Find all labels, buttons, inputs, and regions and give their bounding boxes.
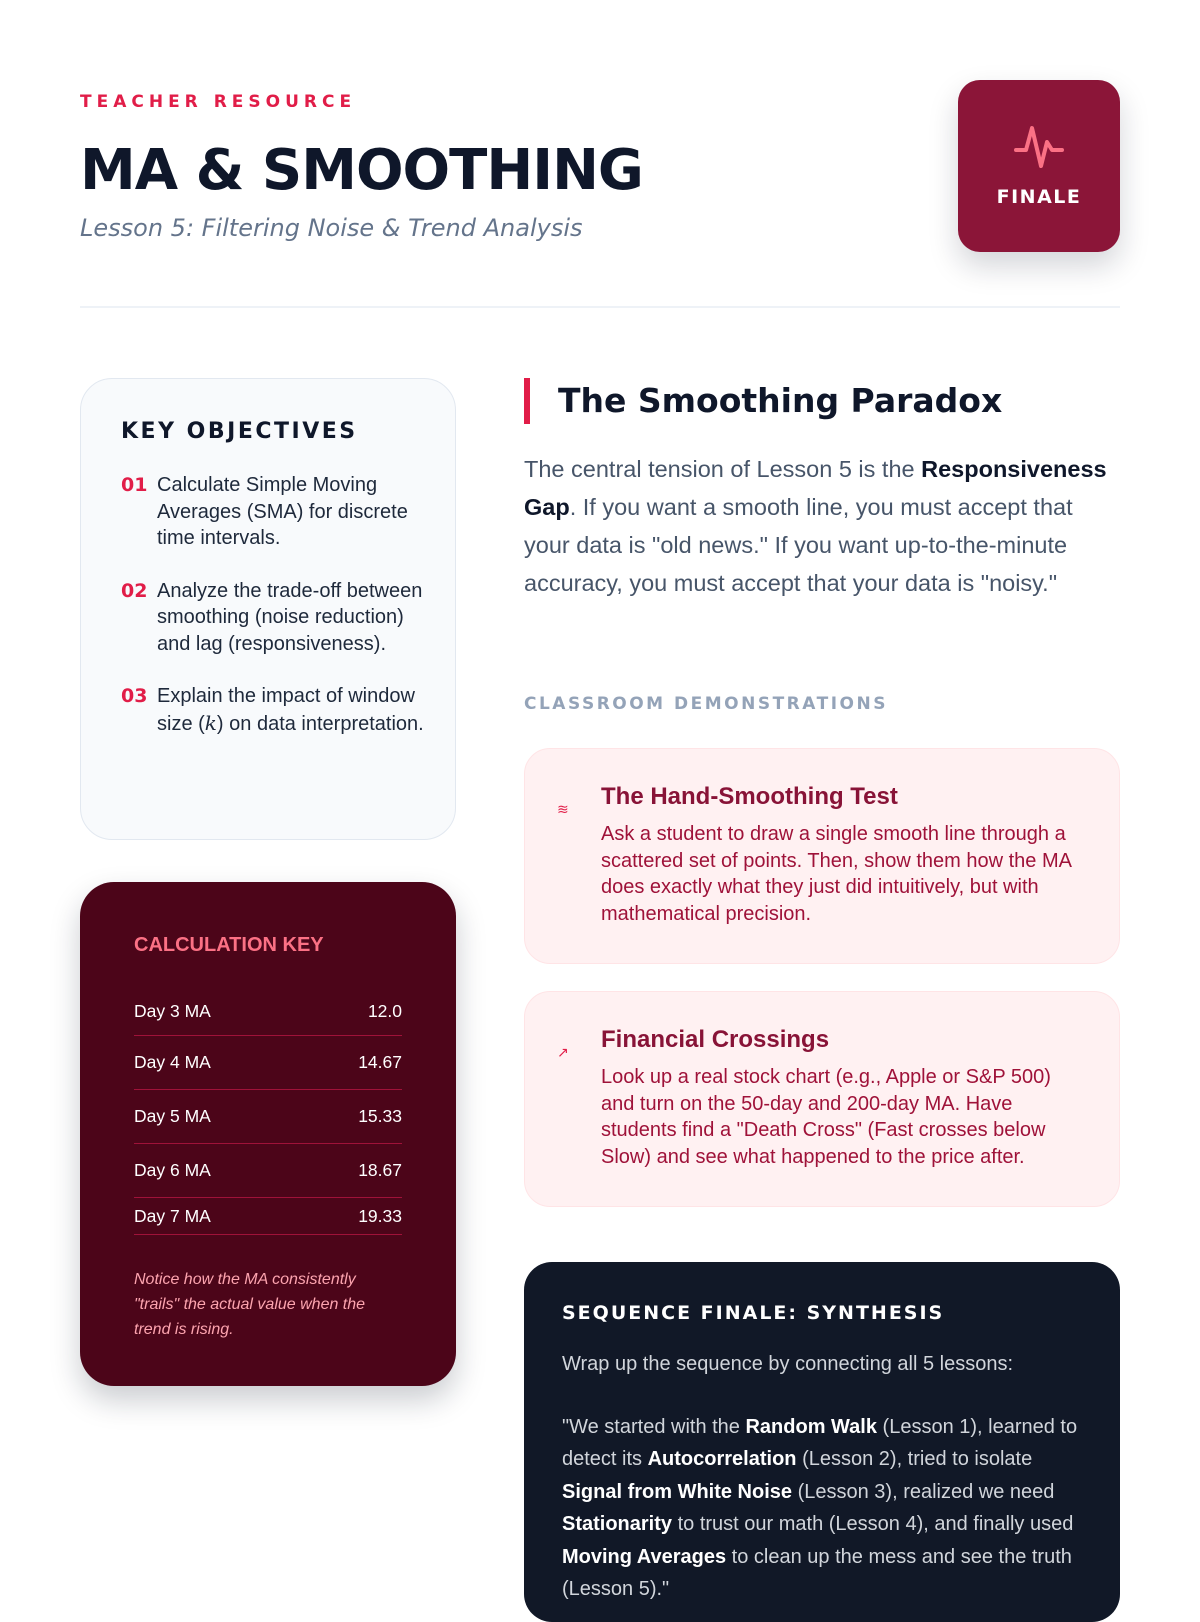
objective-item — [121, 578, 425, 658]
objective-number: 02 — [121, 579, 148, 602]
objectives-heading: KEY OBJECTIVES — [121, 419, 358, 444]
demo-card — [524, 991, 1120, 1207]
intro-text: . If you want a smooth line, you must accept that your data is "old news." If you want up-to-the-minute accuracy, you must accept that your data is "noisy." — [524, 494, 1073, 596]
demo-text: Look up a real stock chart (e.g., Apple or S&P 500) and turn on the 50-day and 200-day MA. Have students find a "Death Cross" (Fast crosses below Slow) and see what happened to the price after. — [601, 1066, 1051, 1168]
calc-row-value: 15.33 — [358, 1106, 402, 1126]
calc-row-label: Day 4 MA — [134, 1052, 211, 1072]
quote-text: to clean up the mess and see the truth (Lesson 5)." — [562, 1545, 1072, 1600]
calculation-key-heading: CALCULATION KEY — [134, 934, 324, 956]
quote-text: (Lesson 1), learned to detect its — [562, 1415, 1078, 1470]
quote-text: (Lesson 2), tried to isolate — [796, 1448, 1033, 1470]
calc-row-label: Day 5 MA — [134, 1106, 211, 1126]
intro-text: The central tension of Lesson 5 is the — [524, 456, 922, 482]
quote-text: "We started with the — [562, 1415, 746, 1438]
badge-label: FINALE — [996, 186, 1082, 208]
objectives-card — [80, 378, 456, 840]
calc-row — [134, 1090, 402, 1144]
intro-paragraph — [524, 450, 1120, 602]
section-heading — [524, 378, 1002, 424]
calc-row-value: 19.33 — [358, 1205, 402, 1226]
calc-row-value: 14.67 — [358, 1052, 402, 1072]
synthesis-heading: SEQUENCE FINALE: SYNTHESIS — [562, 1302, 945, 1324]
quote-text: (Lesson 3), realized we need — [792, 1480, 1055, 1503]
calc-row-label: Day 3 MA — [134, 1000, 211, 1021]
page-subtitle: Lesson 5: Filtering Noise & Trend Analysis — [80, 214, 583, 242]
objective-number: 03 — [121, 685, 148, 707]
demo-text: Ask a student to draw a single smooth line through a scattered set of points. Then, show them how the MA does exactly what they just did intuitively, but with mathematical precision. — [601, 823, 1071, 925]
calc-row — [134, 1036, 402, 1090]
synthesis-card — [524, 1262, 1120, 1622]
quote-text: to trust our math (Lesson 4), and finally used — [672, 1513, 1074, 1535]
calc-row — [134, 1198, 402, 1235]
header-divider — [80, 306, 1120, 308]
pulse-icon — [1014, 120, 1064, 172]
trend-icon: ↗ — [557, 1044, 569, 1060]
objective-text — [157, 683, 425, 737]
demos-label: CLASSROOM DEMONSTRATIONS — [524, 694, 888, 714]
calculation-note: Notice how the MA consistently "trails" the actual value when the trend is rising. — [134, 1271, 366, 1338]
objective-number: 01 — [121, 474, 148, 496]
quote-term: Random Walk — [745, 1415, 877, 1438]
wave-icon: ≋ — [557, 801, 569, 817]
calc-row-value: 18.67 — [358, 1160, 402, 1180]
finale-badge — [958, 80, 1120, 252]
quote-term: Stationarity — [562, 1513, 673, 1535]
objective-item — [121, 683, 425, 737]
eyebrow-label: TEACHER RESOURCE — [80, 92, 357, 112]
calculation-key-card — [80, 882, 456, 1386]
calc-row-label: Day 7 MA — [134, 1205, 211, 1226]
intro-emphasis: Responsiveness Gap — [524, 456, 1107, 520]
demo-card — [524, 748, 1120, 964]
objective-item — [121, 472, 425, 552]
synthesis-quote — [562, 1411, 1082, 1606]
objective-text-part: ) on data interpretation. — [216, 712, 424, 735]
quote-term: Moving Averages — [562, 1545, 727, 1568]
calc-row-label: Day 6 MA — [134, 1160, 211, 1180]
calc-row — [134, 1144, 402, 1198]
variable-k: k — [204, 710, 217, 735]
demo-title: The Hand-Smoothing Test — [601, 783, 898, 810]
synthesis-lead: Wrap up the sequence by connecting all 5 lessons: — [562, 1353, 1014, 1375]
objective-text-part: Explain the impact of window size ( — [157, 685, 415, 735]
section-title: The Smoothing Paradox — [558, 381, 1003, 420]
demo-title: Financial Crossings — [601, 1026, 830, 1053]
calc-row-value: 12.0 — [367, 1000, 402, 1021]
objective-text: Analyze the trade-off between smoothing (noise reduction) and lag (responsiveness). — [157, 579, 423, 655]
quote-term: Signal from White Noise — [562, 1480, 793, 1503]
calc-row — [134, 987, 402, 1036]
objective-text: Calculate Simple Moving Averages (SMA) for discrete time intervals. — [157, 474, 408, 549]
quote-term: Autocorrelation — [647, 1448, 797, 1470]
page-title: MA & SMOOTHING — [80, 138, 643, 203]
